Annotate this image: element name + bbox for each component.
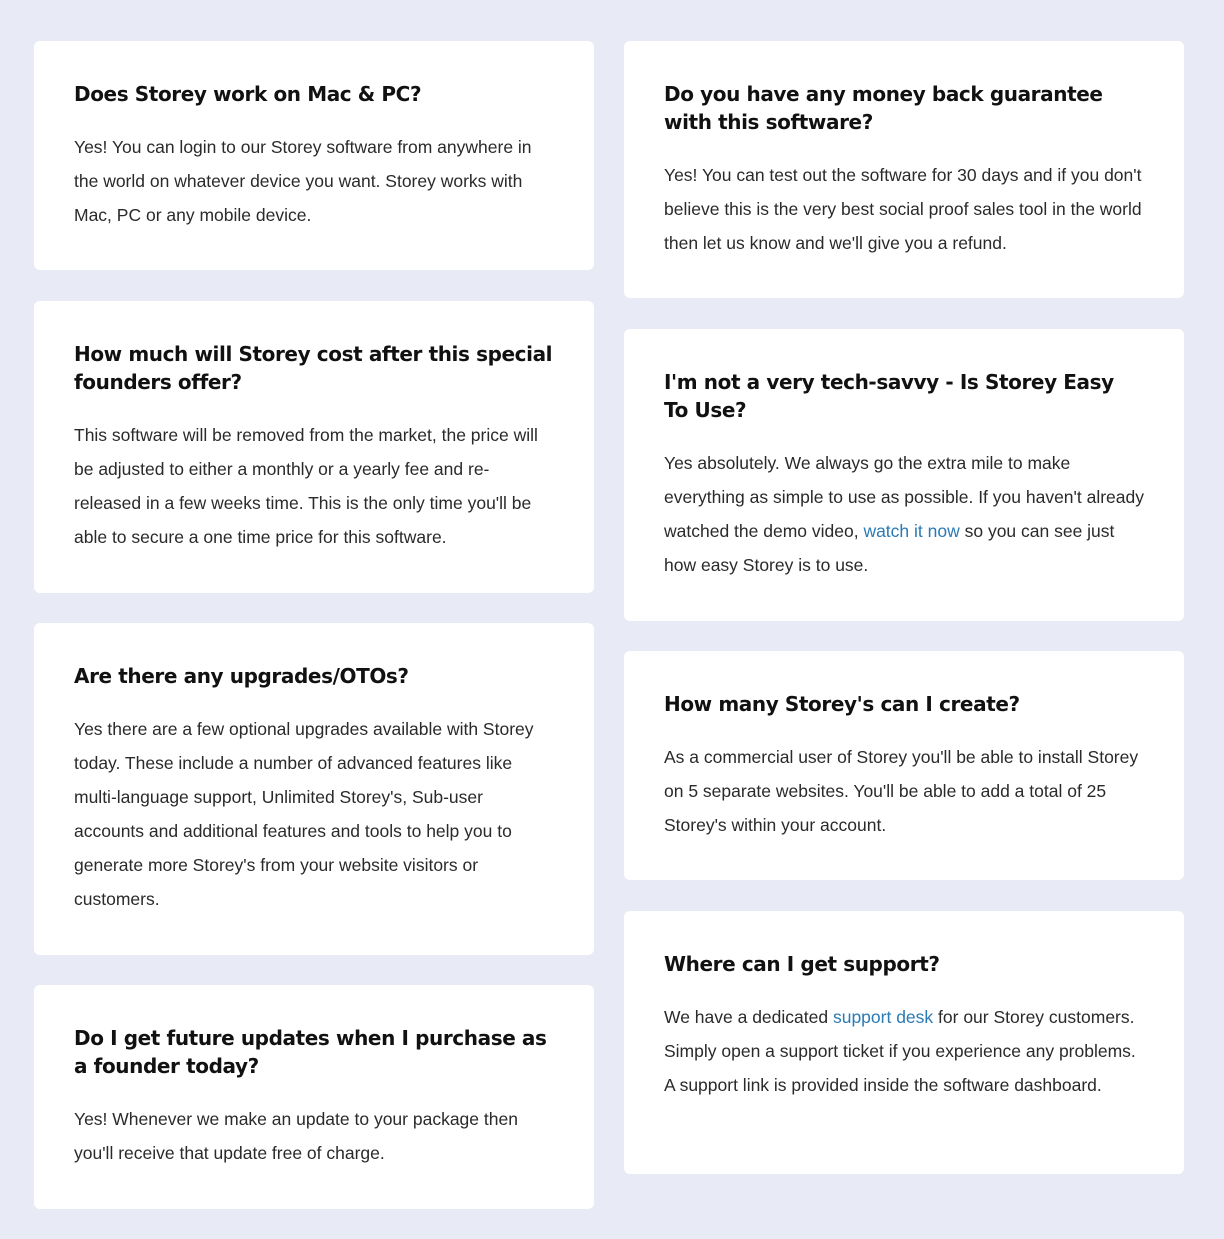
faq-answer: This software will be removed from the market, the price will be adjusted to either a monthly or a yearly fee and re-released in a few weeks time. This is the only time you'll be able to secure a one time price for this software. [74, 425, 538, 547]
faq-card-how-many [624, 651, 1184, 880]
faq-question: How many Storey's can I create? [664, 692, 1020, 716]
faq-card-updates [34, 985, 594, 1209]
faq-answer: Yes! Whenever we make an update to your package then you'll receive that update free of charge. [74, 1109, 518, 1163]
faq-answer [664, 446, 1144, 582]
faq-card-money-back [624, 41, 1184, 298]
answer-text: Yes absolutely. We always go the extra mile to make everything as simple to use as possible. If you haven't already watched the demo video, [664, 453, 1144, 541]
answer-text: for our Storey customers. Simply open a support ticket if you experience any problems. A support link is provided inside the software dashboard. [664, 1007, 1136, 1095]
support-desk-link[interactable]: support desk [832, 1007, 934, 1027]
faq-card-upgrades [34, 623, 594, 955]
faq-answer: Yes there are a few optional upgrades available with Storey today. These include a number of advanced features like multi-language support, Unlimited Storey's, Sub-user accounts and additional features and tools to help you to generate more Storey's from your website visitors or customers. [74, 719, 534, 909]
faq-question: Are there any upgrades/OTOs? [74, 664, 409, 688]
faq-question: How much will Storey cost after this special founders offer? [74, 342, 553, 394]
faq-answer: Yes! You can login to our Storey software from anywhere in the world on whatever device you want. Storey works with Mac, PC or any mobile device. [74, 137, 532, 225]
faq-question: Do I get future updates when I purchase as a founder today? [74, 1026, 547, 1078]
faq-answer: As a commercial user of Storey you'll be able to install Storey on 5 separate websites. You'll be able to add a total of 25 Storey's within your account. [664, 747, 1139, 835]
faq-card-ease-of-use [624, 329, 1184, 621]
faq-answer: Yes! You can test out the software for 30 days and if you don't believe this is the very best social proof sales tool in the world then let us know and we'll give you a refund. [664, 165, 1142, 253]
faq-card-support [624, 911, 1184, 1174]
faq-question: I'm not a very tech-savvy - Is Storey Easy To Use? [664, 370, 1114, 422]
faq-card-mac-pc [34, 41, 594, 270]
answer-text: We have a dedicated [664, 1007, 833, 1027]
faq-question: Does Storey work on Mac & PC? [74, 82, 422, 106]
faq-question: Where can I get support? [664, 952, 940, 976]
faq-card-pricing [34, 301, 594, 593]
answer-text: so you can see just how easy Storey is to use. [664, 521, 1115, 575]
faq-answer [664, 1000, 1144, 1102]
faq-question: Do you have any money back guarantee with this software? [664, 82, 1103, 134]
watch-it-now-link[interactable]: watch it now [863, 521, 960, 541]
